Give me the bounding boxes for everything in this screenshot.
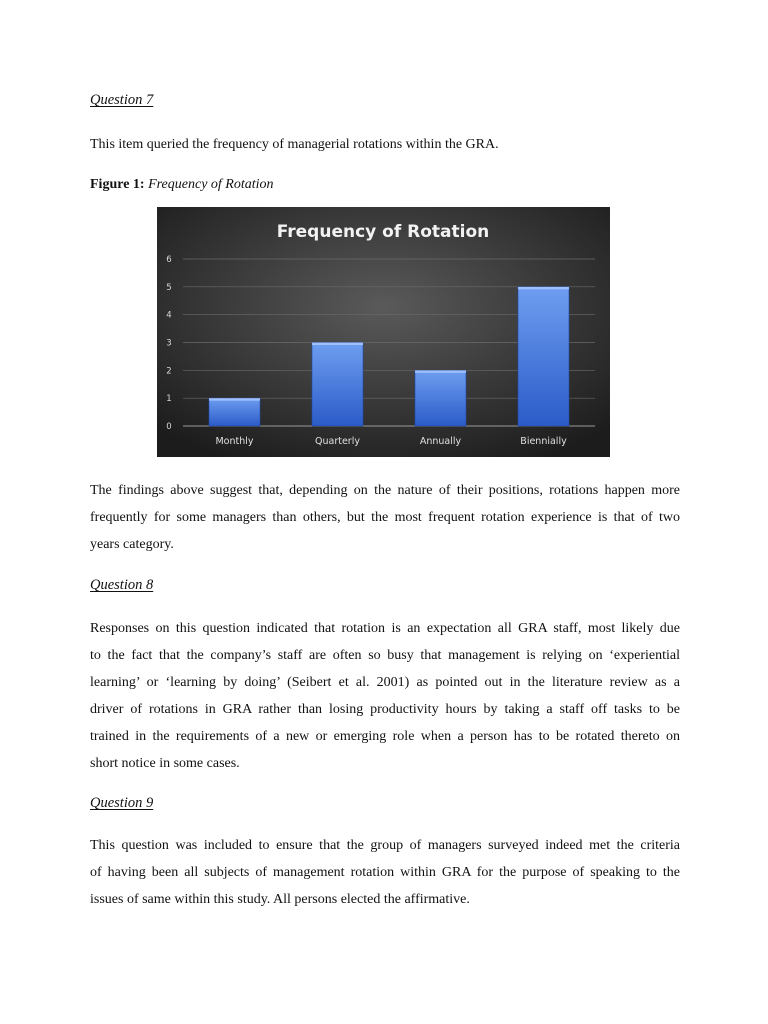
bar-monthly — [209, 398, 260, 426]
figure-title: Frequency of Rotation — [148, 177, 274, 192]
findings-line: years category. — [90, 537, 174, 552]
question-9-line: of having been all subjects of management rotation within GRA for the purpose of speaking to the — [90, 865, 680, 880]
findings-paragraph — [90, 477, 680, 558]
findings-line: frequently for some managers than others, but the most frequent rotation experience is that of two — [90, 510, 680, 525]
x-category-label: Annually — [419, 436, 462, 447]
figure-label: Figure 1: — [90, 177, 145, 192]
y-tick-label: 4 — [166, 310, 172, 321]
question-8-line: driver of rotations in GRA rather than losing productivity hours by taking a staff off tasks to be — [90, 702, 680, 717]
y-tick-label: 1 — [166, 394, 172, 405]
question-9-line: issues of same within this study. All persons elected the affirmative. — [90, 892, 470, 907]
x-category-label: Monthly — [215, 436, 254, 447]
question-9-paragraph — [90, 832, 680, 913]
bar-highlight — [415, 370, 466, 373]
bar-highlight — [312, 343, 363, 346]
frequency-of-rotation-chart — [157, 207, 610, 457]
question-8-line: Responses on this question indicated that rotation is an expectation all GRA staff, most likely due — [90, 621, 680, 636]
y-tick-label: 6 — [166, 255, 172, 265]
question-8-line: short notice in some cases. — [90, 756, 240, 771]
x-category-label: Biennially — [520, 436, 567, 447]
chart-title: Frequency of Rotation — [276, 222, 490, 242]
bar-quarterly — [312, 343, 363, 427]
question-8-paragraph — [90, 615, 680, 777]
question-9-line: This question was included to ensure that the group of managers surveyed indeed met the criteria — [90, 838, 680, 853]
question-7-intro-line: This item queried the frequency of managerial rotations within the GRA. — [90, 137, 499, 152]
y-tick-label: 0 — [166, 422, 172, 432]
question-7-heading: Question 7 — [90, 92, 154, 108]
question-8-heading: Question 8 — [90, 577, 154, 593]
findings-line: The findings above suggest that, depending on the nature of their positions, rotations happen more — [90, 483, 680, 498]
figure-caption — [90, 177, 274, 193]
question-8-line: learning’ or ‘learning by doing’ (Seibert et al. 2001) as pointed out in the literature review as a — [90, 675, 680, 690]
question-8-line: to the fact that the company’s staff are often so busy that management is relying on ‘experiential — [90, 648, 680, 663]
bar-highlight — [518, 287, 569, 290]
question-8-line: trained in the requirements of a new or emerging role when a person has to be rotated thereto on — [90, 729, 680, 744]
bar-biennially — [518, 287, 569, 426]
y-tick-label: 5 — [166, 282, 172, 293]
question-9-heading: Question 9 — [90, 795, 154, 811]
chart-svg — [157, 207, 610, 457]
y-tick-label: 2 — [166, 366, 172, 377]
bar-highlight — [209, 398, 260, 401]
bar-annually — [415, 370, 466, 426]
x-category-label: Quarterly — [315, 436, 360, 447]
y-tick-label: 3 — [166, 338, 172, 349]
question-7-intro — [90, 131, 680, 158]
